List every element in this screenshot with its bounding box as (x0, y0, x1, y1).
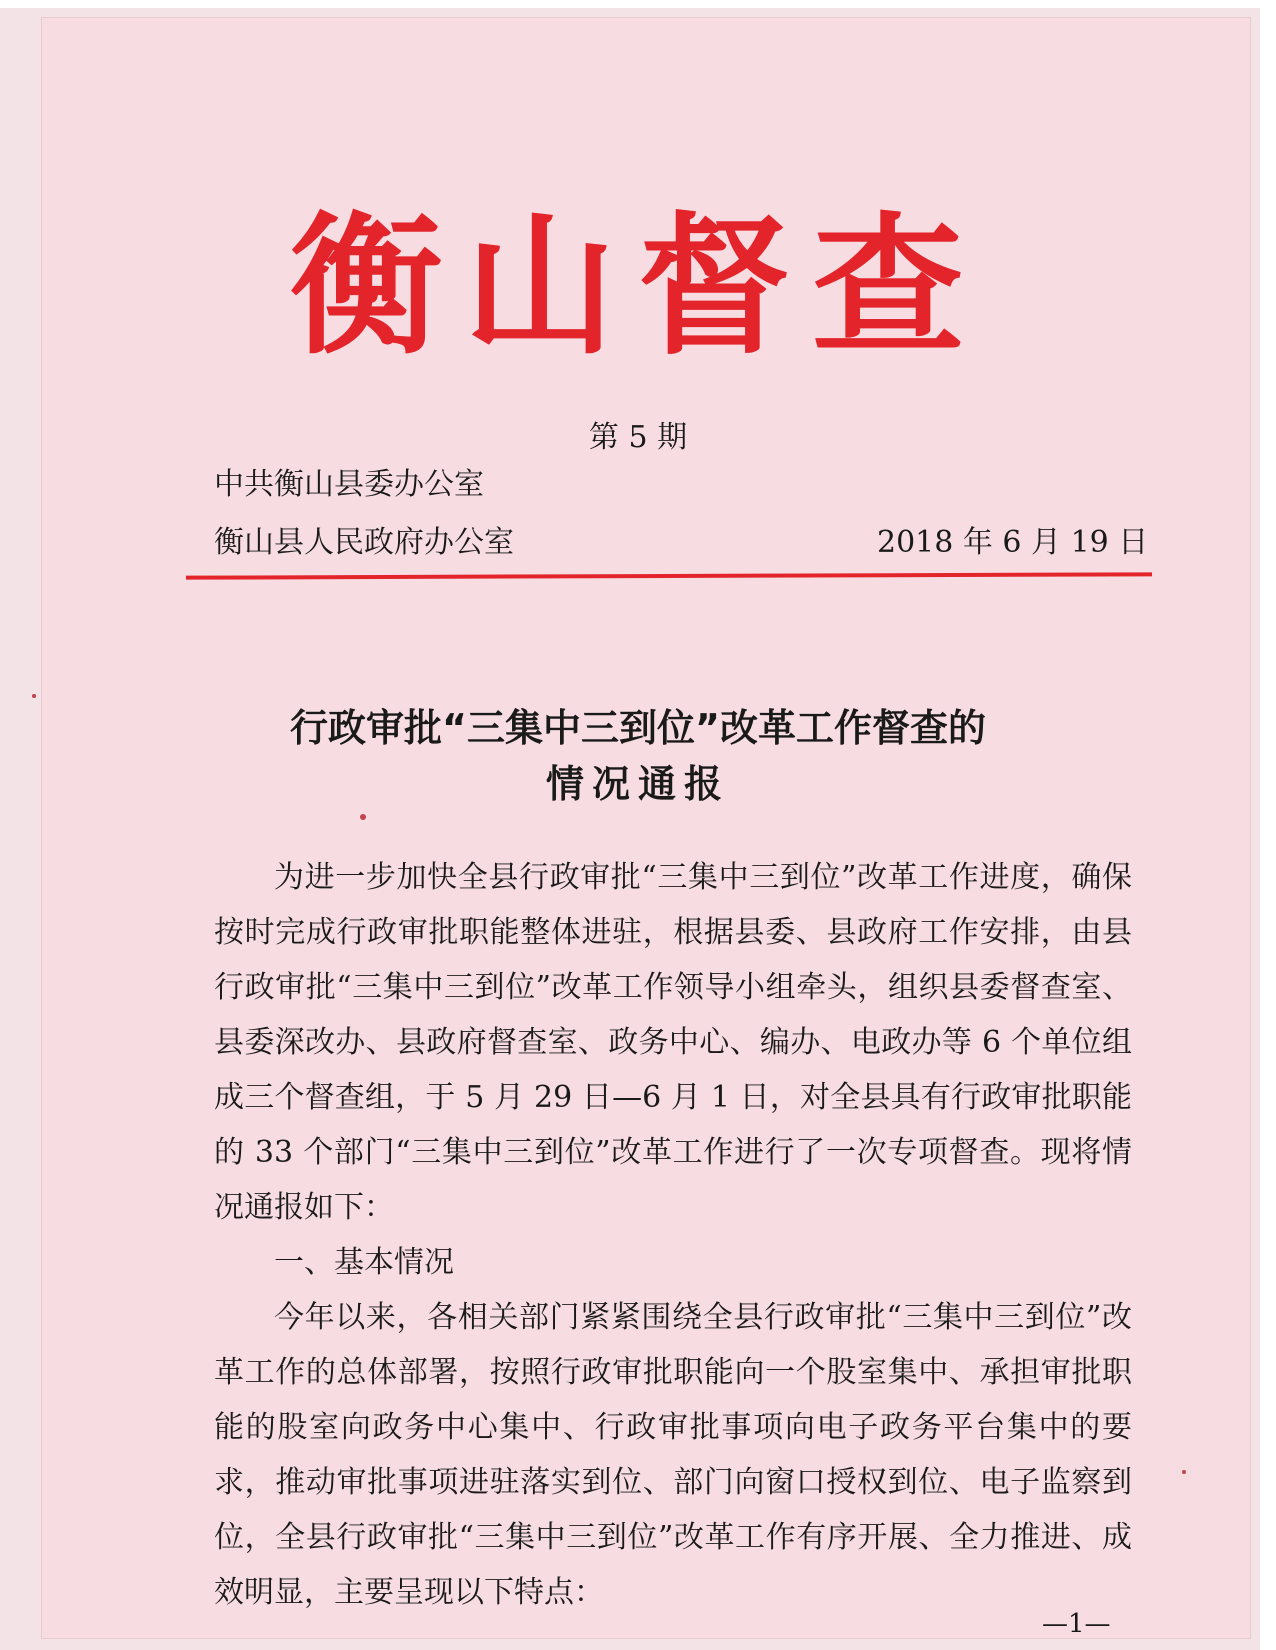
issue-date: 2018 年 6 月 19 日 (877, 525, 1149, 560)
title-line-1: 行政审批“三集中三到位”改革工作督查的 (290, 706, 986, 750)
basic-situation-paragraph: 今年以来，各相关部门紧紧围绕全县行政审批“三集中三到位”改革工作的总体部署，按照行政审批职能向一个股室集中、承担审批职能的股室向政务中心集中、行政审批事项向电子政务平台集中的要求，推动审批事项进驻落实到位、部门向窗口授权到位、电子监察到位，全县行政审批“三集中三到位”改革工作有序开展、全力推进、成效明显，主要呈现以下特点： (214, 1300, 1132, 1610)
masthead-title: 衡山督查 (290, 196, 986, 375)
scan-speck (360, 814, 366, 820)
issuer-government-office: 衡山县人民政府办公室 (214, 525, 514, 560)
document-body (214, 850, 1132, 1620)
scan-speck (1182, 1470, 1186, 1474)
section-heading-basic-situation: 一、基本情况 (274, 1245, 454, 1280)
scan-top-edge (0, 0, 1276, 8)
document-title (0, 700, 1276, 812)
intro-paragraph: 为进一步加快全县行政审批“三集中三到位”改革工作进度，确保按时完成行政审批职能整体进驻，根据县委、县政府工作安排，由县行政审批“三集中三到位”改革工作领导小组牵头，组织县委督查室、县委深改办、县政府督查室、政务中心、编办、电政办等 6 个单位组成三个督查组，于 5 月 29 日—6 月 1 日，对全县具有行政审批职能的 33 个部门“三集中三到位”改革工作进行了一次专项督查。现将情况通报如下： (214, 860, 1132, 1225)
scan-speck (32, 694, 36, 698)
page-number: —1— (1042, 1609, 1111, 1639)
issuer-party-office: 中共衡山县委办公室 (214, 467, 484, 502)
issue-number: 第 5 期 (588, 420, 688, 455)
title-line-2: 情况通报 (545, 762, 730, 806)
